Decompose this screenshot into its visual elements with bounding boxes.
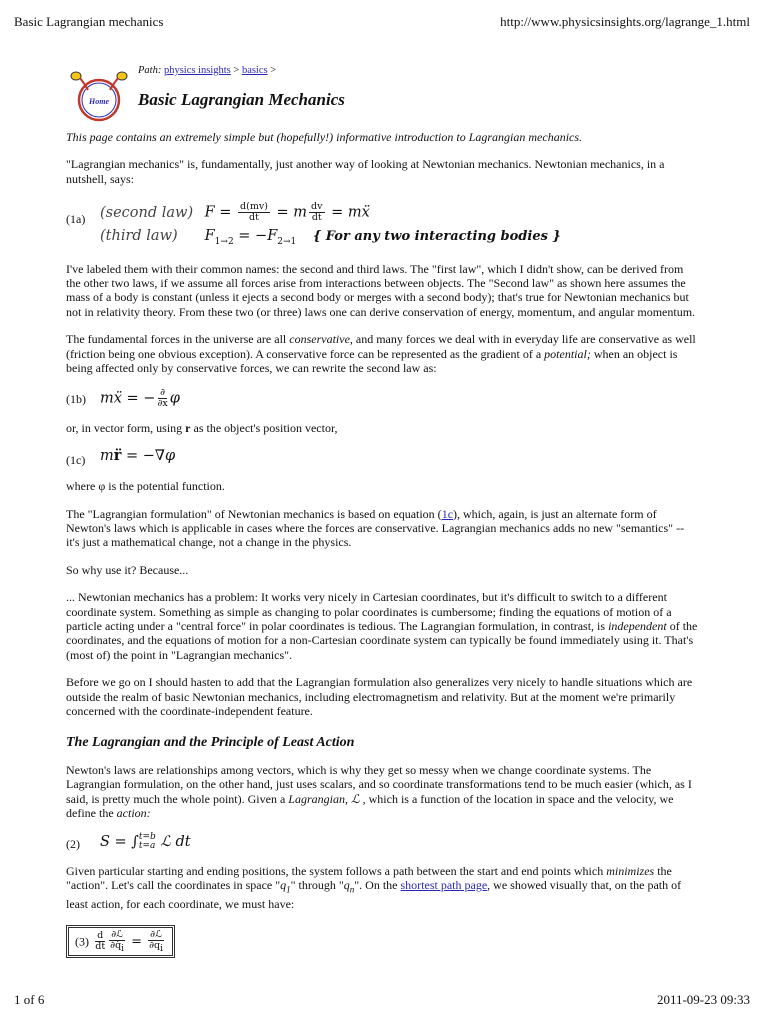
equation-label: (1b) <box>66 392 86 407</box>
breadcrumb-basics[interactable]: basics <box>241 65 268 76</box>
paragraph: Before we go on I should hasten to add that the Lagrangian formulation also generalizes very nicely to handle situations which are outside the realm of basic Newtonian mechanics, including electromagnetism and relativity. But at the moment we're primarily concerned with the coordinate-independent feature. <box>66 675 693 719</box>
paragraph: Newton's laws are relationships among vectors, which is why they get so messy when we change coordinate systems. The Lagrangian formulation, on the other hand, just uses scalars, and so coordinate transformations tend to be much easier (which, as I said, is pretty much the whole point). Given a Lagrangian, ℒ , which is a function of the location in space and the velocity, we define the action: <box>66 762 692 821</box>
page-counter: 1 of 6 <box>14 992 45 1007</box>
paragraph: "Lagrangian mechanics" is, fundamentally, just another way of looking at Newtonian mechanics. Newtonian mechanics, in a nutshell, says: <box>66 157 665 186</box>
shortest-path-link[interactable]: shortest path page <box>400 878 488 893</box>
lagrangian-symbol: ℒ <box>350 791 360 806</box>
third-law-note: { For any two interacting bodies } <box>312 229 561 245</box>
section-heading: The Lagrangian and the Principle of Least Action <box>66 735 355 751</box>
equation-1b: (1b) mẍ = − $\frac{\partial}{\partial x}$ φ <box>66 387 180 410</box>
home-icon[interactable] <box>66 66 128 124</box>
breadcrumb <box>138 64 276 78</box>
equation-1a: (1a) (second law) F = $\frac{d(mv)}{dt}$ = m $\frac{dv}{dt}$ = mẍ (third law) $F_{1\to 2} = -F_{2\to 1}$ { For any two interacting bodies } <box>66 201 561 248</box>
intro-text: This page contains an extremely simple but (hopefully!) informative introduction to Lagrangian mechanics. <box>66 130 583 144</box>
equation-label: (1c) <box>66 452 86 467</box>
paragraph: Given particular starting and ending positions, the system follows a path between the start and end points which minimizes the "action". Let's call the coordinates in space "$q_1$" through "$q_n$". On the shortest path page, we showed visually that, on the path of least action, for each coordinate, we must have: <box>66 863 682 912</box>
breadcrumb-separator: > <box>233 65 240 76</box>
browser-url: http://www.physicsinsights.org/lagrange_1.html <box>500 14 750 29</box>
print-timestamp: 2011-09-23 09:33 <box>656 992 750 1007</box>
breadcrumb-separator: > <box>270 65 277 76</box>
browser-page-title: Basic Lagrangian mechanics <box>14 14 164 29</box>
breadcrumb-physics-insights[interactable]: physics insights <box>163 65 231 76</box>
paragraph: The "Lagrangian formulation" of Newtonian mechanics is based on equation (1c), which, again, is just an alternate form of Newton's laws which is applicable in cases where the forces are conservative. Lagrangian mechanics adds no new "semantics" -- it's just a mathematical change, not a change in the physics. <box>66 506 685 550</box>
second-law-tag: (second law) <box>100 204 194 221</box>
equation-1c-link[interactable]: 1c <box>441 506 454 521</box>
equation-label: (3) <box>75 933 89 948</box>
paragraph: where φ is the potential function. <box>66 479 225 494</box>
equation-label: (2) <box>66 837 80 852</box>
home-label: Home <box>89 97 109 106</box>
equation-3: (3) $\frac{d}{dt}$ $\frac{\text{∂ℒ}}{\partial q̇i}$ = $\frac{\text{∂ℒ}}{\partial qi}$ <box>66 925 698 959</box>
paragraph: or, in vector form, using r as the object's position vector, <box>66 421 338 436</box>
paragraph: I've labeled them with their common names: the second and third laws. The "first law", which I didn't show, can be derived from the other two laws, if we assume all forces arise from interactions between objects. The "Second law" as shown here assumes the mass of a body is constant (unless it ejects a second body or merges with a second body); that's true for Newtonian mechanics but not in relativity theory. From these two (or three) laws one can derive conservation of energy, momentum, and angular momentum. <box>66 261 696 319</box>
paragraph: So why use it? Because... <box>66 562 189 577</box>
equation-label: (1a) <box>66 212 86 227</box>
page-title: Basic Lagrangian Mechanics <box>138 90 345 109</box>
paragraph: The fundamental forces in the universe are all conservative, and many forces we deal with in everyday life are conservative as well (friction being one obvious exception). A conservative force can be represented as the gradient of a potential; when an object is being affected only by conservative forces, we can rewrite the second law as: <box>66 332 696 375</box>
path-label: Path: <box>138 65 162 76</box>
equation-1c: (1c) mr̈ = −∇φ <box>66 446 176 467</box>
third-law-tag: (third law) <box>100 228 178 245</box>
equation-2: (2) S = ∫ t=b t=a ℒ dt <box>66 832 191 852</box>
paragraph: ... Newtonian mechanics has a problem: It works very nicely in Cartesian coordinates, but it's difficult to switch to a different coordinate system. Something as simple as changing to polar coordinates is cumbersome; finding the equations of motion of a particle acting under a "central force" in polar coordinates is tedious. The Lagrangian formulation, in contrast, is independent of the coordinates, and the equations of motion for a non-Cartesian coordinate system can typically be found immediately using it. That's (most of) the point in "Lagrangian mechanics". <box>66 590 698 662</box>
